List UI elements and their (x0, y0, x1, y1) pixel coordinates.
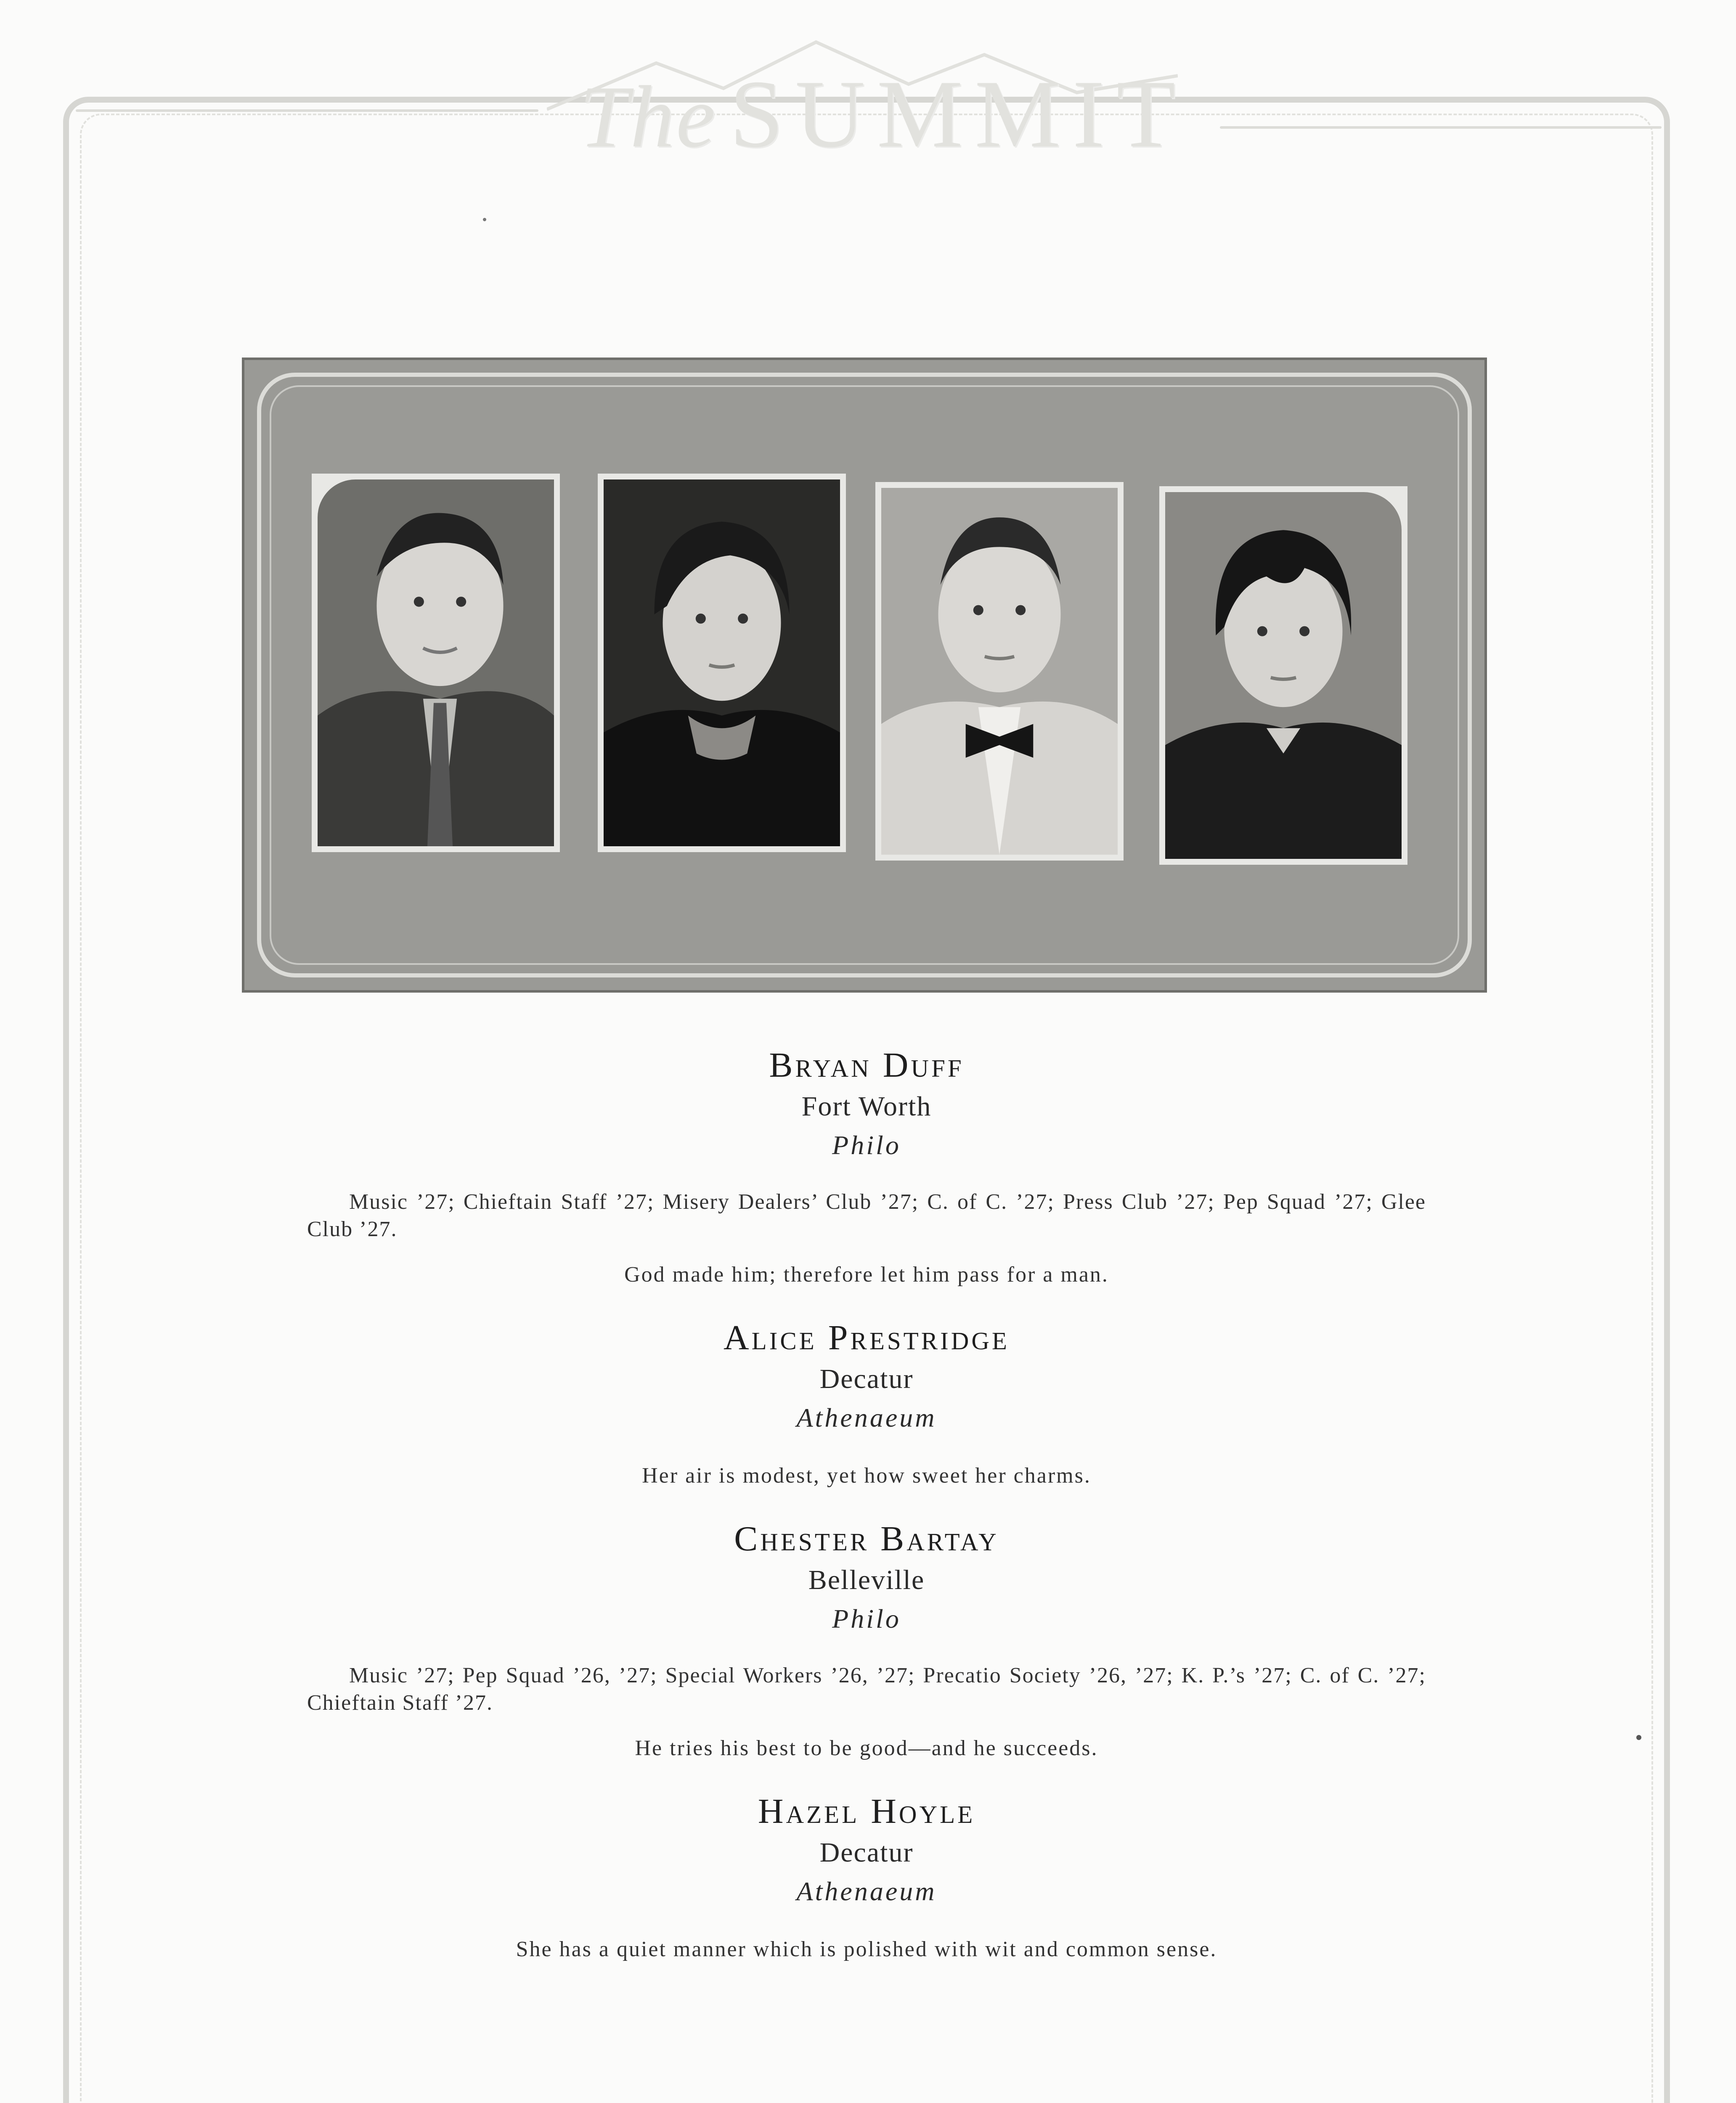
top-vine-right (1220, 126, 1662, 129)
entry-town: Decatur (819, 1837, 914, 1868)
entries (307, 1043, 1426, 1990)
entry-bryan-duff (307, 1043, 1426, 1290)
masthead-name: SUMMIT (729, 60, 1187, 167)
entry-name: Bryan Duff (769, 1046, 964, 1085)
entry-alice-prestridge (358, 1316, 1376, 1491)
entry-society: Philo (832, 1604, 901, 1634)
entry-town: Decatur (819, 1363, 914, 1394)
entry-town: Belleville (808, 1564, 925, 1595)
entry-quote: He tries his best to be good—and he succeeds. (635, 1736, 1098, 1761)
man-portrait-icon (318, 479, 554, 846)
stray-dot (1636, 1735, 1641, 1740)
entry-activities: Music ’27; Chieftain Staff ’27; Misery Dealers’ Club ’27; C. of C. ’27; Press Club ’27; Pep Squad ’27; Glee Club ’27. (307, 1190, 1426, 1242)
portrait-photo (604, 479, 840, 846)
portrait-photo (1165, 492, 1402, 859)
masthead-title (579, 58, 1187, 170)
portrait-bryan-duff (312, 474, 560, 852)
entry-quote: Her air is modest, yet how sweet her charms. (642, 1464, 1091, 1488)
entry-society: Athenaeum (796, 1403, 937, 1433)
portrait-hazel-hoyle (1159, 486, 1407, 865)
portrait-chester-bartay (875, 482, 1124, 861)
entry-activities: Music ’27; Pep Squad ’26, ’27; Special Workers ’26, ’27; Precatio Society ’26, ’27; K. P.’s ’27; C. of C. ’27; Chieftain Staff ’27. (307, 1663, 1426, 1715)
photo-panel (242, 358, 1487, 993)
entry-chester-bartay (307, 1517, 1426, 1764)
portrait-alice-prestridge (598, 474, 846, 852)
woman-bob-portrait-icon (1165, 492, 1402, 859)
masthead (526, 60, 1241, 167)
stray-dot (483, 218, 486, 221)
entry-name: Hazel Hoyle (758, 1791, 975, 1831)
entry-name: Alice Prestridge (724, 1318, 1010, 1357)
portrait-photo (881, 488, 1118, 855)
entry-quote: She has a quiet manner which is polished with wit and common sense. (516, 1937, 1217, 1962)
entry-name: Chester Bartay (734, 1519, 999, 1558)
entry-quote: God made him; therefore let him pass for a man. (624, 1263, 1109, 1287)
entry-society: Athenaeum (796, 1876, 937, 1907)
masthead-prefix: The (579, 68, 717, 166)
top-vine-left (76, 109, 538, 112)
entry-society: Philo (832, 1130, 901, 1160)
entry-hazel-hoyle (358, 1789, 1376, 1965)
woman-portrait-icon (604, 479, 840, 846)
portrait-photo (318, 479, 554, 846)
entry-town: Fort Worth (801, 1091, 932, 1122)
man-bowtie-portrait-icon (881, 488, 1118, 855)
